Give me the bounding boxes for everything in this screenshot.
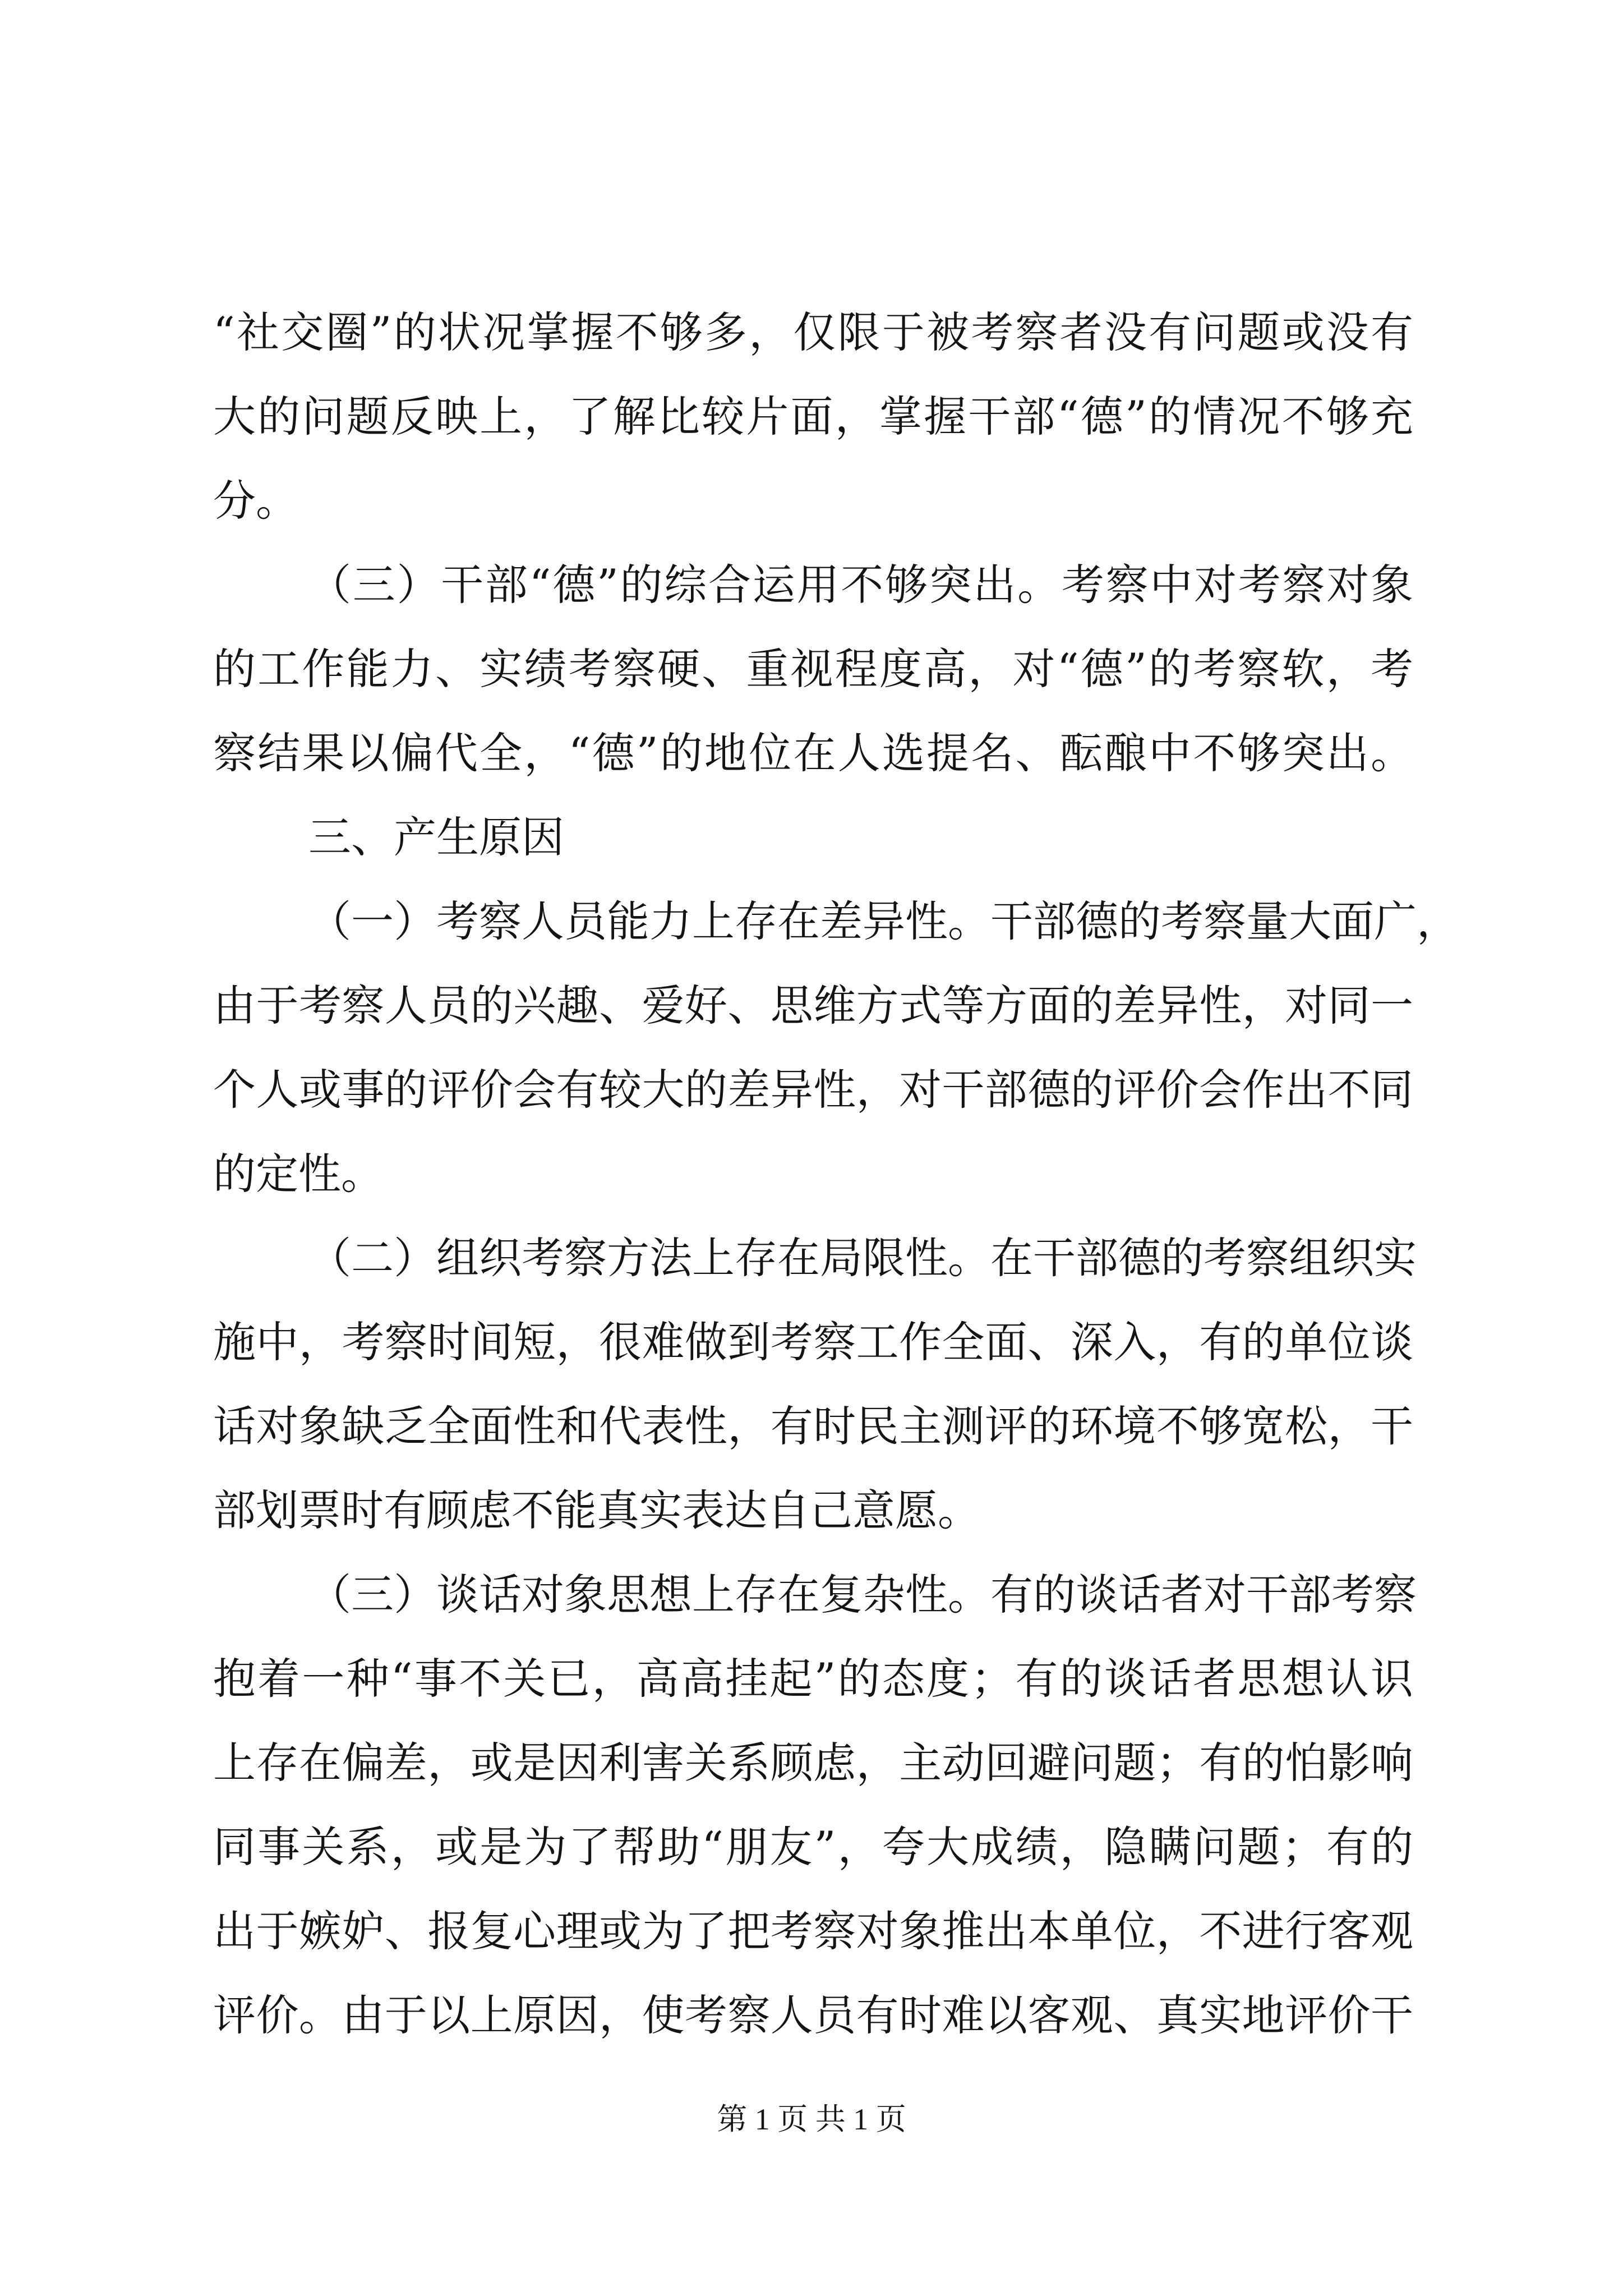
text-line: （二）组织考察方法上存在局限性。在干部德的考察组织实: [308, 1233, 1417, 1283]
text-line: （三）谈话对象思想上存在复杂性。有的谈话者对干部考察: [308, 1570, 1417, 1619]
text-line: 分。: [213, 476, 298, 526]
text-line: 抱着一种“事不关已，高高挂起”的态度；有的谈话者思想认识: [213, 1654, 1413, 1704]
text-line: “社交圈”的状况掌握不够多，仅限于被考察者没有问题或没有: [213, 307, 1413, 357]
text-line: 大的问题反映上，了解比较片面，掌握干部“德”的情况不够充: [213, 392, 1413, 441]
text-line: 部划票时有顾虑不能真实表达自己意愿。: [213, 1485, 980, 1535]
text-line: （三）干部“德”的综合运用不够突出。考察中对考察对象: [308, 560, 1413, 610]
text-line: 话对象缺乏全面性和代表性，有时民主测评的环境不够宽松，干: [213, 1401, 1413, 1451]
text-line: 评价。由于以上原因，使考察人员有时难以客观、真实地评价干: [213, 1990, 1413, 2040]
text-line: 的工作能力、实绩考察硬、重视程度高，对“德”的考察软，考: [213, 644, 1413, 694]
text-line: 由于考察人员的兴趣、爱好、思维方式等方面的差异性，对同一: [213, 981, 1413, 1030]
text-line: 的定性。: [213, 1149, 384, 1199]
text-line: 察结果以偏代全，“德”的地位在人选提名、酝酿中不够突出。: [213, 728, 1413, 778]
body-text: [213, 291, 1459, 2058]
page-footer: 第 1 页 共 1 页: [717, 2102, 906, 2136]
text-line: 出于嫉妒、报复心理或为了把考察对象推出本单位，不进行客观: [213, 1906, 1413, 1956]
text-line: 三、产生原因: [308, 812, 564, 862]
text-line: （一）考察人员能力上存在差异性。干部德的考察量大面广，: [308, 896, 1459, 946]
text-line: 施中，考察时间短，很难做到考察工作全面、深入，有的单位谈: [213, 1317, 1413, 1367]
text-line: 个人或事的评价会有较大的差异性，对干部德的评价会作出不同: [213, 1065, 1413, 1115]
text-line: 同事关系，或是为了帮助“朋友”，夸大成绩，隐瞒问题；有的: [213, 1822, 1413, 1872]
text-line: 上存在偏差，或是因利害关系顾虑，主动回避问题；有的怕影响: [213, 1738, 1413, 1788]
